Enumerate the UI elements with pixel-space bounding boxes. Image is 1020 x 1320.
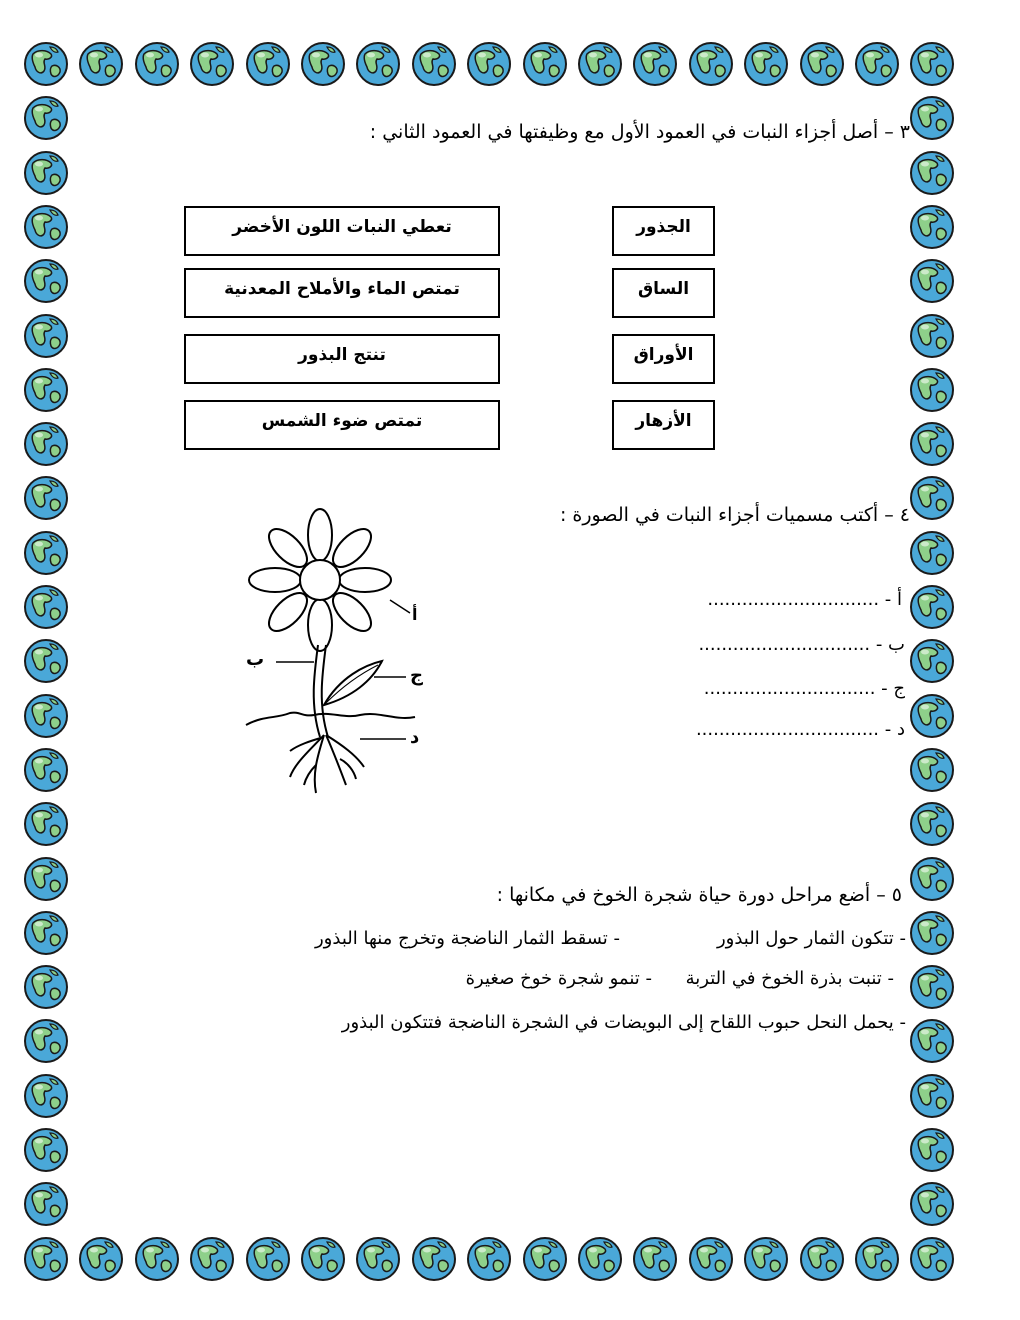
globe-icon bbox=[577, 41, 623, 87]
globe-icon bbox=[854, 41, 900, 87]
globe-icon bbox=[632, 41, 678, 87]
globe-icon bbox=[23, 693, 69, 739]
globe-icon bbox=[134, 41, 180, 87]
diagram-label-a: أ bbox=[412, 605, 418, 624]
globe-icon bbox=[799, 1236, 845, 1282]
answer-letter: د - bbox=[884, 719, 905, 740]
diagram-label-b: ب bbox=[246, 649, 265, 670]
globe-icon bbox=[577, 1236, 623, 1282]
globe-icon bbox=[909, 1073, 955, 1119]
function-box-produce-seeds[interactable]: تنتج البذور bbox=[184, 334, 500, 384]
globe-icon bbox=[23, 584, 69, 630]
globe-icon bbox=[23, 313, 69, 359]
globe-icon bbox=[466, 41, 512, 87]
globe-icon bbox=[23, 475, 69, 521]
globe-icon bbox=[909, 964, 955, 1010]
stage-bees-pollinate: - يحمل النحل حبوب اللقاح إلى البويضات في الشجرة الناضجة فتتكون البذور bbox=[341, 1012, 906, 1033]
globe-icon bbox=[799, 41, 845, 87]
globe-icon bbox=[189, 41, 235, 87]
globe-icon bbox=[23, 1181, 69, 1227]
globe-icon bbox=[632, 1236, 678, 1282]
globe-icon bbox=[23, 530, 69, 576]
globe-icon bbox=[909, 1236, 955, 1282]
answer-line-j[interactable] bbox=[704, 678, 905, 699]
globe-icon bbox=[909, 258, 955, 304]
globe-icon bbox=[245, 1236, 291, 1282]
part-box-leaves[interactable]: الأوراق bbox=[612, 334, 715, 384]
globe-icon bbox=[909, 421, 955, 467]
q3-title: ٣ – أصل أجزاء النبات في العمود الأول مع وظيفتها في العمود الثاني : bbox=[369, 121, 910, 143]
stage-small-tree-grows: - تنمو شجرة خوخ صغيرة bbox=[465, 968, 652, 989]
answer-dots: .............................. bbox=[698, 634, 871, 655]
globe-icon bbox=[411, 1236, 457, 1282]
globe-icon bbox=[909, 95, 955, 141]
globe-icon bbox=[743, 41, 789, 87]
globe-icon bbox=[23, 638, 69, 684]
function-box-green-color[interactable]: تعطي النبات اللون الأخضر bbox=[184, 206, 500, 256]
flower-diagram bbox=[240, 505, 430, 805]
answer-letter: ب - bbox=[875, 634, 905, 655]
globe-icon bbox=[909, 530, 955, 576]
globe-icon bbox=[78, 1236, 124, 1282]
answer-dots: .............................. bbox=[703, 678, 876, 699]
globe-icon bbox=[23, 856, 69, 902]
answer-dots: ................................ bbox=[695, 719, 880, 740]
globe-icon bbox=[743, 1236, 789, 1282]
globe-icon bbox=[300, 1236, 346, 1282]
globe-icon bbox=[909, 638, 955, 684]
globe-icon bbox=[355, 41, 401, 87]
globe-icon bbox=[466, 1236, 512, 1282]
answer-letter: ج - bbox=[881, 678, 905, 699]
diagram-label-j: ج bbox=[410, 665, 423, 686]
globe-icon bbox=[23, 367, 69, 413]
function-box-absorb-sunlight[interactable]: تمتص ضوء الشمس bbox=[184, 400, 500, 450]
globe-icon bbox=[23, 964, 69, 1010]
part-box-roots[interactable]: الجذور bbox=[612, 206, 715, 256]
answer-line-b[interactable] bbox=[698, 634, 905, 655]
globe-icon bbox=[23, 910, 69, 956]
globe-icon bbox=[688, 41, 734, 87]
answer-letter: أ - bbox=[884, 589, 902, 610]
globe-icon bbox=[909, 910, 955, 956]
part-box-flowers[interactable]: الأزهار bbox=[612, 400, 715, 450]
globe-icon bbox=[909, 801, 955, 847]
stage-fruits-fall: - تسقط الثمار الناضجة وتخرج منها البذور bbox=[314, 928, 620, 949]
globe-icon bbox=[522, 41, 568, 87]
globe-icon bbox=[23, 258, 69, 304]
globe-icon bbox=[134, 1236, 180, 1282]
globe-icon bbox=[23, 150, 69, 196]
globe-icon bbox=[300, 41, 346, 87]
stage-seed-germinates: - تنبت بذرة الخوخ في التربة bbox=[685, 968, 894, 989]
globe-icon bbox=[23, 41, 69, 87]
globe-icon bbox=[909, 1181, 955, 1227]
globe-icon bbox=[23, 1127, 69, 1173]
globe-icon bbox=[23, 801, 69, 847]
globe-icon bbox=[688, 1236, 734, 1282]
stage-fruits-form: - تتكون الثمار حول البذور bbox=[716, 928, 906, 949]
globe-icon bbox=[909, 41, 955, 87]
globe-icon bbox=[245, 41, 291, 87]
globe-icon bbox=[909, 204, 955, 250]
answer-line-a[interactable] bbox=[707, 589, 902, 610]
globe-icon bbox=[909, 584, 955, 630]
part-box-stem[interactable]: الساق bbox=[612, 268, 715, 318]
globe-icon bbox=[23, 204, 69, 250]
globe-icon bbox=[909, 856, 955, 902]
globe-icon bbox=[854, 1236, 900, 1282]
q5-title: ٥ – أضع مراحل دورة حياة شجرة الخوخ في مكانها : bbox=[496, 884, 902, 906]
globe-icon bbox=[189, 1236, 235, 1282]
answer-line-d[interactable] bbox=[696, 719, 905, 740]
answer-dots: .............................. bbox=[707, 589, 880, 610]
globe-icon bbox=[909, 693, 955, 739]
globe-icon bbox=[23, 421, 69, 467]
globe-icon bbox=[411, 41, 457, 87]
globe-icon bbox=[78, 41, 124, 87]
flower-drawing bbox=[240, 505, 430, 805]
function-box-absorb-water[interactable]: تمتص الماء والأملاح المعدنية bbox=[184, 268, 500, 318]
globe-icon bbox=[909, 475, 955, 521]
globe-icon bbox=[522, 1236, 568, 1282]
globe-icon bbox=[355, 1236, 401, 1282]
q4-title: ٤ – أكتب مسميات أجزاء النبات في الصورة : bbox=[559, 504, 910, 526]
globe-icon bbox=[23, 1236, 69, 1282]
globe-icon bbox=[909, 1018, 955, 1064]
diagram-label-d: د bbox=[410, 727, 420, 748]
globe-icon bbox=[909, 313, 955, 359]
globe-icon bbox=[909, 1127, 955, 1173]
globe-icon bbox=[909, 367, 955, 413]
globe-icon bbox=[909, 150, 955, 196]
globe-icon bbox=[23, 1018, 69, 1064]
globe-icon bbox=[23, 747, 69, 793]
globe-icon bbox=[23, 95, 69, 141]
globe-icon bbox=[909, 747, 955, 793]
globe-icon bbox=[23, 1073, 69, 1119]
